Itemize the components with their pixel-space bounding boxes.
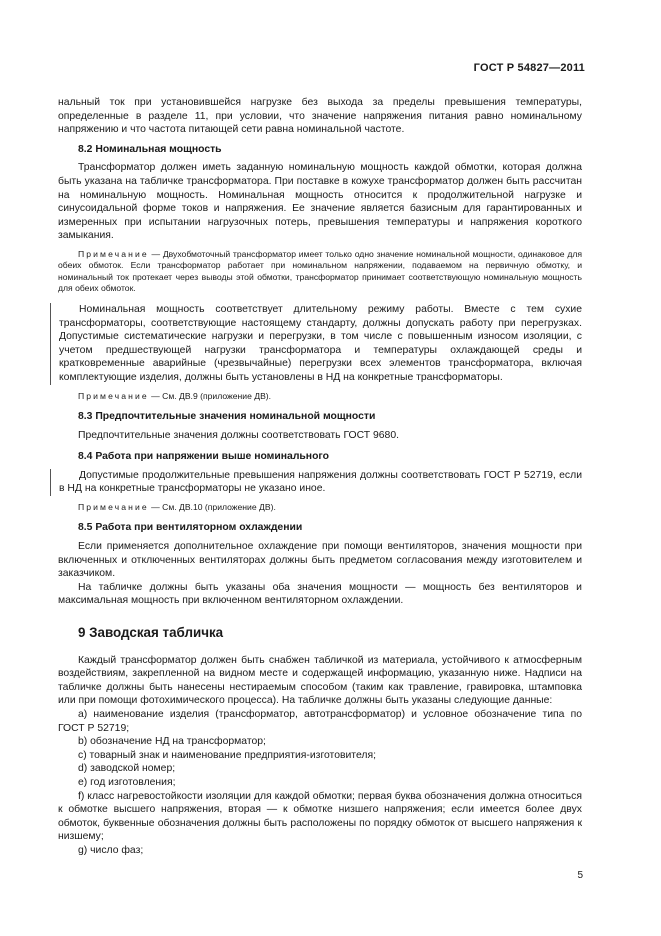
list-item: c) товарный знак и наименование предприятия-изготовителя; [78, 749, 376, 761]
list-item: b) обозначение НД на трансформатор; [78, 736, 266, 748]
list-item: e) год изготовления; [78, 776, 176, 788]
section-8-5-paragraph-2: На табличке должны быть указаны оба значения мощности — мощность без вентиляторов и максимальная мощность при включенном вентиляторном охлаждении. [58, 581, 582, 607]
list-item: d) заводской номер; [78, 763, 176, 775]
list-item: g) число фаз; [78, 844, 144, 856]
section-8-2-heading: 8.2 Номинальная мощность [78, 143, 222, 155]
note-text: — Двухобмоточный трансформатор имеет только одно значение номинальной мощности, одинаковое для обеих обмоток. Если трансформатор работает при номинальном напряжении, подаваемом на первичную обмотку, и номинальный ток протекает через выводы этой обмотки, трансформатор принимает соответствующую номинальную мощность для обеих обмоток. [58, 248, 582, 294]
document-body [58, 96, 582, 858]
amendment-block-8-2 [50, 303, 582, 385]
section-9-paragraph: Каждый трансформатор должен быть снабжен табличкой из материала, устойчивого к атмосферным воздействиям, закрепленной на видном месте и содержащей информацию, указанную ниже. Надписи на табличке должны быть нанесены нестираемым способом (таким как травление, гравировка, штамповка или при помощи фотохимического процесса). На табличке должны быть указаны следующие данные: [58, 654, 582, 707]
note-label: Примечание [78, 390, 149, 401]
section-8-2-note-1 [58, 249, 582, 295]
note-text: — См. ДВ.10 (приложение ДВ). [148, 501, 276, 512]
section-8-5-heading: 8.5 Работа при вентиляторном охлаждении [78, 522, 303, 534]
intro-paragraph: нальный ток при установившейся нагрузке без выхода за пределы превышения температуры, определенные в разделе 11, при условии, что значение напряжения питания равно номинальному напряжению и что частота питающей сети равна номинальной частоте. [58, 97, 582, 136]
note-text: — См. ДВ.9 (приложение ДВ). [148, 390, 272, 401]
note-label: Примечание [78, 501, 149, 512]
page-header-standard-number: ГОСТ Р 54827—2011 [473, 62, 585, 74]
section-8-4-note [58, 502, 582, 514]
section-8-3-paragraph: Предпочтительные значения должны соответствовать ГОСТ 9680. [78, 429, 400, 441]
section-8-5-paragraph-1: Если применяется дополнительное охлаждение при помощи вентиляторов, значения мощности при включенных и отключенных вентиляторах должны быть предметом согласования между изготовителем и заказчиком. [58, 541, 582, 580]
section-8-4-paragraph: Допустимые продолжительные превышения напряжения должны соответствовать ГОСТ Р 52719, если в НД на конкретные трансформаторы не указано иное. [59, 469, 582, 495]
section-8-2-paragraph-1: Трансформатор должен иметь заданную номинальную мощность каждой обмотки, которая должна быть указана на табличке трансформатора. При поставке в кожухе трансформатор должен быть рассчитан на номинальную мощность. Номинальная мощность относится к продолжительной нагрузке и синусоидальной форме токов и напряжения. Ее значение является базисным для гарантированных и измеренных при испытании нагрузочных потерь, превышения температуры и напряжения короткого замыкания. [58, 162, 582, 242]
section-9-heading: 9 Заводская табличка [78, 625, 224, 641]
section-8-4-heading: 8.4 Работа при напряжении выше номинального [78, 451, 329, 463]
list-item: f) класс нагревостойкости изоляции для каждой обмотки; первая буква обозначения должна относиться к обмотке высшего напряжения, вторая — к обмотке низшего напряжения; если имеется более двух обмоток, буквенные обозначения должны быть расположены по порядку обмоток от высшего напряжения к низшему; [58, 790, 582, 843]
section-8-3-heading: 8.3 Предпочтительные значения номинальной мощности [78, 411, 376, 422]
page-number: 5 [577, 870, 583, 881]
section-8-2-paragraph-2: Номинальная мощность соответствует длительному режиму работы. Вместе с тем сухие трансформаторы, соответствующие настоящему стандарту, должны допускать работу при перегрузках. Допустимые систематические нагрузки и перегрузки, в том числе с повышенным износом изоляции, с учетом предшествующей нагрузки трансформатора и температуры охлаждающей среды и кратковременные аварийные (чрезвычайные) перегрузки всех элементов трансформатора, включая комплектующие изделия, должны быть установлены в НД на конкретные трансформаторы. [59, 303, 582, 383]
amendment-block-8-4 [50, 469, 582, 496]
note-label: Примечание [78, 248, 149, 259]
list-item: a) наименование изделия (трансформатор, автотрансформатор) и условное обозначение типа по ГОСТ Р 52719; [58, 709, 582, 734]
section-8-2-note-2 [58, 391, 582, 403]
nameplate-data-list [58, 708, 582, 858]
